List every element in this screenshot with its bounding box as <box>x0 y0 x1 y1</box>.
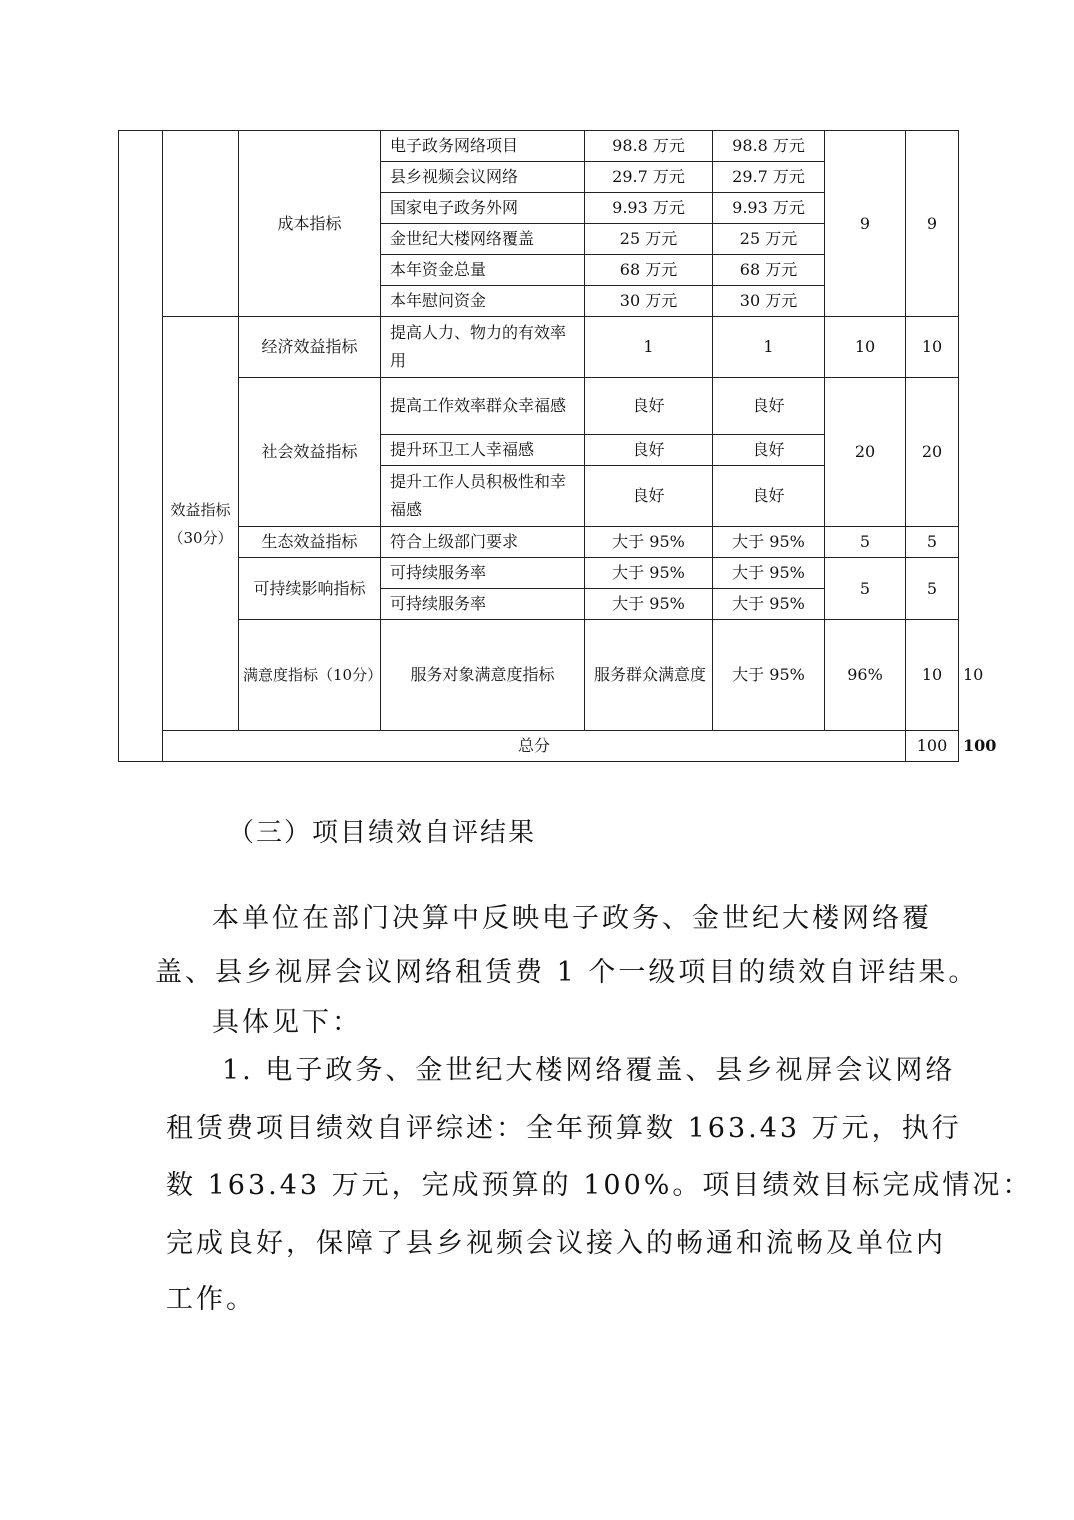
actual-cell: 96% <box>825 620 906 731</box>
weight-cell: 10 <box>825 317 906 378</box>
actual-cell: 良好 <box>713 435 825 466</box>
paragraph-line: 具体见下： <box>212 1007 362 1038</box>
actual-cell: 良好 <box>713 378 825 435</box>
category-cell <box>163 131 239 317</box>
score-cell: 10 <box>906 317 959 378</box>
target-cell: 9.93 万元 <box>585 193 713 224</box>
indicator-cell: 可持续影响指标 <box>239 558 381 620</box>
index-name-cell: 服务群众满意度 <box>585 620 713 731</box>
total-label-cell: 总分 <box>163 731 906 762</box>
index-name-cell: 国家电子政务外网 <box>381 193 585 224</box>
target-cell: 30 万元 <box>585 286 713 317</box>
table-row <box>119 131 959 162</box>
total-row: 总分 100 100 <box>119 731 959 762</box>
index-name-cell: 提升工作人员积极性和幸福感 <box>381 466 585 527</box>
target-cell: 大于 95% <box>585 527 713 558</box>
table-row <box>119 558 959 589</box>
index-name-cell: 可持续服务率 <box>381 558 585 589</box>
actual-cell: 良好 <box>713 466 825 527</box>
indicator-cell: 经济效益指标 <box>239 317 381 378</box>
score-cell: 5 <box>906 558 959 620</box>
section-heading: （三）项目绩效自评结果 <box>228 818 537 848</box>
target-cell: 68 万元 <box>585 255 713 286</box>
index-name-cell: 提高工作效率群众幸福感 <box>381 378 585 435</box>
actual-cell: 25 万元 <box>713 224 825 255</box>
index-name-cell: 本年资金总量 <box>381 255 585 286</box>
table-row: 满意度指标（10分） 服务对象满意度指标 服务群众满意度 大于 95% 96% 10 10 <box>119 620 959 731</box>
indicator-cell: 社会效益指标 <box>239 378 381 527</box>
actual-cell: 大于 95% <box>713 589 825 620</box>
actual-cell: 大于 95% <box>713 558 825 589</box>
weight-cell: 5 <box>825 527 906 558</box>
weight-cell: 5 <box>825 558 906 620</box>
table-row <box>119 317 959 378</box>
indicator-cell: 生态效益指标 <box>239 527 381 558</box>
index-name-cell: 提高人力、物力的有效率用 <box>381 317 585 378</box>
actual-cell: 1 <box>713 317 825 378</box>
paragraph-line: 盖、县乡视屏会议网络租赁费 1 个一级项目的绩效自评结果。 <box>155 957 979 988</box>
actual-cell: 大于 95% <box>713 527 825 558</box>
index-name-cell: 金世纪大楼网络覆盖 <box>381 224 585 255</box>
score-cell: 9 <box>906 131 959 317</box>
target-cell: 大于 95% <box>713 620 825 731</box>
indicator-cell: 成本指标 <box>239 131 381 317</box>
index-name-cell: 电子政务网络项目 <box>381 131 585 162</box>
paragraph-line: 工作。 <box>166 1284 256 1315</box>
category-cell: 效益指标（30分） <box>163 317 239 731</box>
target-cell: 大于 95% <box>585 558 713 589</box>
index-name-cell: 提升环卫工人幸福感 <box>381 435 585 466</box>
target-cell: 良好 <box>585 435 713 466</box>
paragraph-line: 租赁费项目绩效自评综述：全年预算数 163.43 万元，执行 <box>166 1113 962 1144</box>
actual-cell: 29.7 万元 <box>713 162 825 193</box>
indicator-cell: 服务对象满意度指标 <box>381 620 585 731</box>
target-cell: 良好 <box>585 466 713 527</box>
table-row <box>119 378 959 435</box>
actual-cell: 68 万元 <box>713 255 825 286</box>
actual-cell: 30 万元 <box>713 286 825 317</box>
table-row <box>119 527 959 558</box>
paragraph-line: 1. 电子政务、金世纪大楼网络覆盖、县乡视屏会议网络 <box>222 1055 956 1086</box>
weight-cell: 20 <box>825 378 906 527</box>
index-name-cell: 符合上级部门要求 <box>381 527 585 558</box>
target-cell: 98.8 万元 <box>585 131 713 162</box>
target-cell: 良好 <box>585 378 713 435</box>
index-name-cell: 可持续服务率 <box>381 589 585 620</box>
target-cell: 29.7 万元 <box>585 162 713 193</box>
index-name-cell: 本年慰问资金 <box>381 286 585 317</box>
paragraph-line: 数 163.43 万元，完成预算的 100%。项目绩效目标完成情况： <box>166 1170 1033 1201</box>
paragraph-line: 完成良好，保障了县乡视频会议接入的畅通和流畅及单位内 <box>166 1228 946 1259</box>
total-weight-cell: 100 <box>906 731 959 762</box>
score-cell: 20 <box>906 378 959 527</box>
weight-cell: 9 <box>825 131 906 317</box>
paragraph-line: 本单位在部门决算中反映电子政务、金世纪大楼网络覆 <box>212 903 932 934</box>
actual-cell: 98.8 万元 <box>713 131 825 162</box>
category-cell: 满意度指标（10分） <box>239 620 381 731</box>
target-cell: 25 万元 <box>585 224 713 255</box>
actual-cell: 9.93 万元 <box>713 193 825 224</box>
target-cell: 1 <box>585 317 713 378</box>
outer-category-cell <box>119 131 163 762</box>
weight-cell: 10 <box>906 620 959 731</box>
index-name-cell: 县乡视频会议网络 <box>381 162 585 193</box>
score-cell: 5 <box>906 527 959 558</box>
target-cell: 大于 95% <box>585 589 713 620</box>
performance-table <box>118 130 997 762</box>
